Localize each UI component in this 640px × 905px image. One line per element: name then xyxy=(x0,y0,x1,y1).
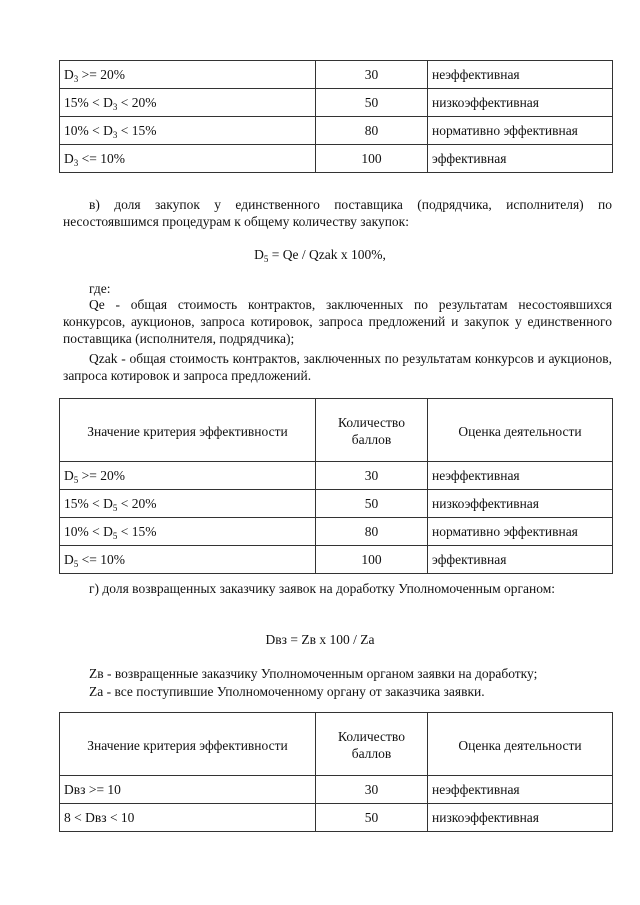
definition-za: Za - все поступившие Уполномоченному органу от заказчика заявки. xyxy=(89,684,485,699)
table-row xyxy=(60,804,613,832)
header-criterion: Значение критерия эффективности xyxy=(60,713,316,776)
cell-criterion: 8 < Dвз < 10 xyxy=(60,804,316,832)
cell-criterion: $D_5 <= 10\%$ xyxy=(60,546,316,574)
cell-points: 30 xyxy=(316,776,428,804)
criteria-table-dvz xyxy=(59,712,613,832)
cell-rating: неэффективная xyxy=(428,61,613,89)
section-v-text: в) доля закупок у единственного поставщика (подрядчика, исполнителя) по несостоявшимся процедурам к общему количеству закупок: xyxy=(63,197,612,229)
header-points: Количество баллов xyxy=(316,399,428,462)
cell-rating: неэффективная xyxy=(428,462,613,490)
table-row xyxy=(60,117,613,145)
criteria-table-d5 xyxy=(59,398,613,574)
cell-criterion: $15\% < D_3 < 20\%$ xyxy=(60,89,316,117)
cell-rating: эффективная xyxy=(428,546,613,574)
cell-criterion: $D_3 <= 10\%$ xyxy=(60,145,316,173)
table-row xyxy=(60,89,613,117)
definition-qzak: Qzak - общая стоимость контрактов, заключенных по результатам конкурсов и аукционов, запроса котировок и запроса предложений. xyxy=(63,351,612,383)
header-rating: Оценка деятельности xyxy=(428,713,613,776)
cell-points: 100 xyxy=(316,145,428,173)
cell-rating: нормативно эффективная xyxy=(428,117,613,145)
cell-rating: низкоэффективная xyxy=(428,804,613,832)
table-row xyxy=(60,518,613,546)
table-row xyxy=(60,145,613,173)
formula-dvz: Dвз = Zв x 100 / Za xyxy=(265,632,375,647)
cell-points: 30 xyxy=(316,462,428,490)
cell-criterion: Dвз >= 10 xyxy=(60,776,316,804)
cell-points: 80 xyxy=(316,518,428,546)
cell-criterion: $10\% < D_5 < 15\%$ xyxy=(60,518,316,546)
cell-points: 80 xyxy=(316,117,428,145)
cell-points: 50 xyxy=(316,804,428,832)
table-row xyxy=(60,462,613,490)
cell-points: 30 xyxy=(316,61,428,89)
cell-rating: эффективная xyxy=(428,145,613,173)
formula-d5: $D_5 = Qe$ / Qzak x 100%, xyxy=(254,247,386,264)
cell-criterion: $D_3 >= 20\%$ xyxy=(60,61,316,89)
cell-rating: нормативно эффективная xyxy=(428,518,613,546)
cell-points: 50 xyxy=(316,89,428,117)
section-g-text: г) доля возвращенных заказчику заявок на доработку Уполномоченным органом: xyxy=(89,581,556,596)
table-row xyxy=(60,546,613,574)
where-label: где: xyxy=(89,281,111,296)
cell-criterion: $15\% < D_5 < 20\%$ xyxy=(60,490,316,518)
criteria-table-d3 xyxy=(59,60,613,173)
cell-rating: низкоэффективная xyxy=(428,490,613,518)
cell-criterion: $10\% < D_3 < 15\%$ xyxy=(60,117,316,145)
table-row xyxy=(60,776,613,804)
header-rating: Оценка деятельности xyxy=(428,399,613,462)
header-points: Количество баллов xyxy=(316,713,428,776)
cell-rating: низкоэффективная xyxy=(428,89,613,117)
cell-criterion: $D_5 >= 20\%$ xyxy=(60,462,316,490)
cell-points: 50 xyxy=(316,490,428,518)
definition-zv: Zв - возвращенные заказчику Уполномоченным органом заявки на доработку; xyxy=(89,666,538,681)
table-row xyxy=(60,61,613,89)
cell-points: 100 xyxy=(316,546,428,574)
cell-rating: неэффективная xyxy=(428,776,613,804)
header-criterion: Значение критерия эффективности xyxy=(60,399,316,462)
table-row xyxy=(60,490,613,518)
definition-qe: Qe - общая стоимость контрактов, заключенных по результатам несостоявшихся конкурсов, аукционов, запроса котировок, запроса предложений и закупок у единственного поставщика (исполнителя, подрядчика); xyxy=(63,297,612,346)
